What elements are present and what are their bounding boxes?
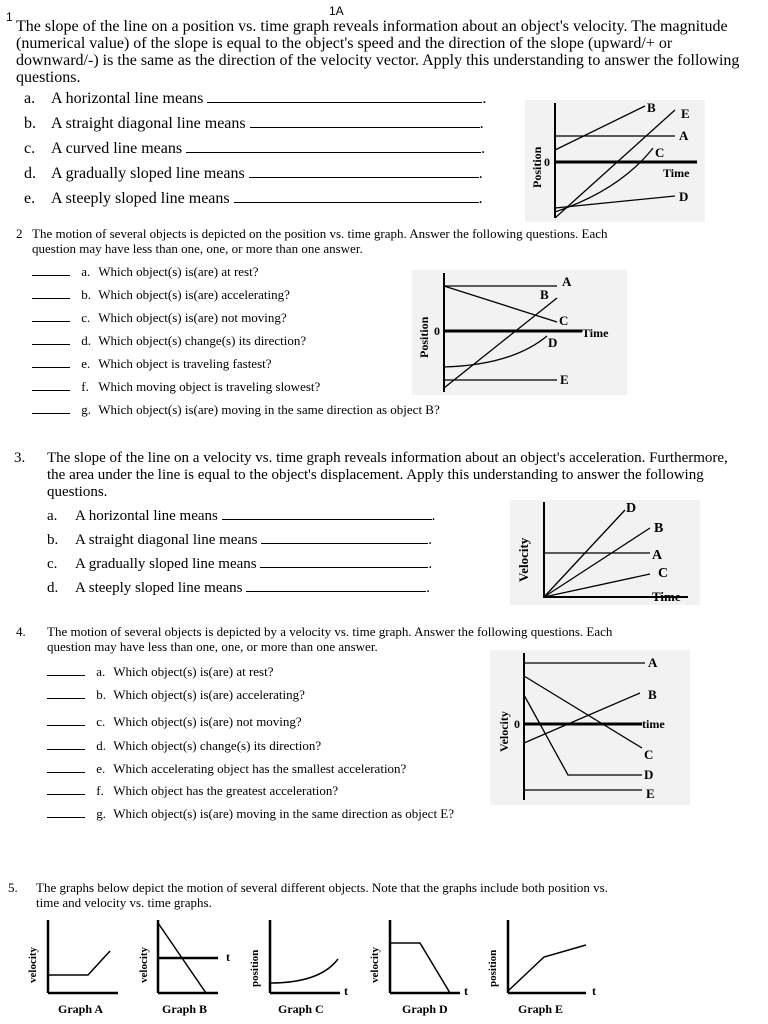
origin-label: 0 xyxy=(544,155,550,169)
label-D: D xyxy=(644,767,654,782)
q1-item-b: b. A straight diagonal line means . xyxy=(24,115,484,132)
label-D: D xyxy=(548,335,558,350)
item-text: Which object(s) is(are) not moving? xyxy=(113,714,302,729)
item-text: Which object(s) change(s) its direction? xyxy=(113,738,322,753)
question-number-5: 5. xyxy=(8,880,18,895)
item-text: Which object(s) is(are) at rest? xyxy=(113,664,274,679)
q4-item-c xyxy=(47,713,302,729)
item-text: A curved line means xyxy=(51,140,183,157)
q1-position-time-graph xyxy=(525,100,705,222)
q2-item-d xyxy=(32,332,306,348)
answer-blank[interactable] xyxy=(47,713,85,726)
graph-b xyxy=(134,915,244,1020)
q4-item-a xyxy=(47,663,274,679)
answer-blank[interactable] xyxy=(207,90,482,103)
item-text: A horizontal line means xyxy=(51,90,204,107)
graph-name: Graph A xyxy=(58,1002,104,1016)
question-number-4: 4. xyxy=(16,624,26,639)
q2-item-a xyxy=(32,263,259,279)
q2-item-e xyxy=(32,355,272,371)
item-letter: c. xyxy=(96,714,106,729)
graph-c xyxy=(244,915,364,1020)
x-axis-label: Time xyxy=(652,589,681,604)
t-label: t xyxy=(226,950,230,964)
item-letter: b. xyxy=(47,532,59,548)
q2-position-time-graph xyxy=(412,270,627,395)
x-axis-label: Time xyxy=(663,166,690,180)
answer-blank[interactable] xyxy=(186,140,481,153)
label-B: B xyxy=(647,100,656,115)
q1-item-d: d. A gradually sloped line means . xyxy=(24,165,483,182)
q2-item-f xyxy=(32,378,320,394)
y-axis-label: velocity xyxy=(138,946,150,983)
answer-blank[interactable] xyxy=(32,332,70,345)
q3-item-c: c. A gradually sloped line means . xyxy=(47,556,433,572)
y-axis-label: position xyxy=(487,949,499,987)
item-letter: g. xyxy=(96,806,106,821)
item-letter: b. xyxy=(96,687,106,702)
item-letter: c. xyxy=(24,140,36,157)
q2-item-b xyxy=(32,286,290,302)
y-axis-label: Velocity xyxy=(516,537,531,582)
item-letter: e. xyxy=(81,356,91,371)
item-text: A steeply sloped line means xyxy=(75,580,243,596)
q4-item-d xyxy=(47,737,321,753)
answer-blank[interactable] xyxy=(47,686,85,699)
q2-item-c xyxy=(32,309,287,325)
item-letter: c. xyxy=(47,556,58,572)
q1-item-c: c. A curved line means . xyxy=(24,140,486,157)
answer-blank[interactable] xyxy=(234,190,479,203)
item-text: A straight diagonal line means xyxy=(51,115,246,132)
item-letter: d. xyxy=(47,580,59,596)
y-axis-label: Position xyxy=(530,146,544,188)
q4-item-e xyxy=(47,760,406,776)
label-C: C xyxy=(644,747,654,762)
graph-name: Graph C xyxy=(278,1002,324,1016)
item-letter: c. xyxy=(81,310,91,325)
item-text: Which object is traveling fastest? xyxy=(98,356,272,371)
item-letter: a. xyxy=(81,264,91,279)
item-letter: b. xyxy=(24,115,36,132)
item-text: A straight diagonal line means xyxy=(75,532,258,548)
t-label: t xyxy=(592,984,596,998)
item-text: Which object(s) is(are) not moving? xyxy=(98,310,287,325)
graph-name: Graph E xyxy=(518,1002,564,1016)
item-text: Which accelerating object has the smallest acceleration? xyxy=(113,761,407,776)
label-A: A xyxy=(648,655,658,670)
label-C: C xyxy=(655,145,665,160)
q3-item-a: a. A horizontal line means . xyxy=(47,508,436,524)
answer-blank[interactable] xyxy=(47,782,85,795)
graph-e xyxy=(482,915,607,1020)
page-label: 1A xyxy=(329,4,344,18)
y-axis-label: Velocity xyxy=(497,711,511,752)
item-letter: g. xyxy=(81,402,91,417)
item-letter: f. xyxy=(96,783,104,798)
t-label: t xyxy=(464,984,468,998)
y-axis-label: velocity xyxy=(27,946,39,983)
label-A: A xyxy=(562,274,572,289)
label-B: B xyxy=(654,521,664,536)
label-C: C xyxy=(559,313,569,328)
graph-name: Graph B xyxy=(162,1002,208,1016)
y-axis-label: Position xyxy=(417,316,431,358)
item-letter: a. xyxy=(96,664,106,679)
label-B: B xyxy=(648,687,657,702)
label-A: A xyxy=(652,548,663,563)
item-letter: d. xyxy=(81,333,91,348)
y-axis-label: velocity xyxy=(369,946,381,983)
label-C: C xyxy=(658,566,669,581)
graph-a xyxy=(22,915,132,1020)
q4-velocity-time-graph xyxy=(490,650,690,805)
label-E: E xyxy=(560,372,569,387)
item-text: Which object(s) is(are) moving in the same direction as object E? xyxy=(113,806,455,821)
q3-item-b: b. A straight diagonal line means . xyxy=(47,532,432,548)
answer-blank[interactable] xyxy=(32,355,70,368)
answer-blank[interactable] xyxy=(222,507,432,520)
item-text: Which object(s) is(are) at rest? xyxy=(98,264,259,279)
item-letter: d. xyxy=(24,165,36,182)
answer-blank[interactable] xyxy=(32,401,70,414)
label-D: D xyxy=(679,189,689,204)
q4-item-g xyxy=(47,805,454,821)
label-D: D xyxy=(626,501,637,516)
graph-d xyxy=(364,915,484,1020)
answer-blank[interactable] xyxy=(261,531,428,544)
item-letter: d. xyxy=(96,738,106,753)
origin-label: 0 xyxy=(434,324,440,338)
item-text: Which object has the greatest acceleration? xyxy=(113,783,339,798)
q3-intro: The slope of the line on a velocity vs. time graph reveals information about an object's acceleration. Furthermore, the area under the line is equal to the object's displacement. Apply this understanding to answer the following questions. xyxy=(47,450,728,500)
item-letter: b. xyxy=(81,287,91,302)
q4-item-b xyxy=(47,686,305,702)
answer-blank[interactable] xyxy=(47,663,85,676)
item-text: Which object(s) is(are) moving in the same direction as object B? xyxy=(98,402,440,417)
label-E: E xyxy=(681,106,690,121)
item-letter: a. xyxy=(47,508,58,524)
graph-name: Graph D xyxy=(402,1002,448,1016)
q3-item-d: d. A steeply sloped line means . xyxy=(47,580,430,596)
graph-line xyxy=(508,945,586,991)
item-letter: e. xyxy=(24,190,36,207)
y-axis-label: position xyxy=(249,949,261,987)
answer-blank[interactable] xyxy=(47,760,85,773)
item-text: Which object(s) is(are) accelerating? xyxy=(98,287,290,302)
item-text: A horizontal line means xyxy=(75,508,218,524)
item-letter: f. xyxy=(81,379,89,394)
question-number-2: 2 xyxy=(16,226,23,241)
question-number-3: 3. xyxy=(14,450,26,466)
item-text: A gradually sloped line means xyxy=(51,165,245,182)
answer-blank[interactable] xyxy=(32,263,70,276)
item-text: Which moving object is traveling slowest? xyxy=(98,379,321,394)
answer-blank[interactable] xyxy=(249,165,479,178)
q1-item-a: a. A horizontal line means . xyxy=(24,90,487,107)
item-text: Which object(s) change(s) its direction? xyxy=(98,333,307,348)
x-axis-label: time xyxy=(642,717,665,731)
answer-blank[interactable] xyxy=(246,579,426,592)
item-letter: a. xyxy=(24,90,36,107)
t-label: t xyxy=(344,984,348,998)
label-A: A xyxy=(679,128,689,143)
q1-intro: The slope of the line on a position vs. time graph reveals information about an object's velocity. The magnitude (numerical value) of the slope is equal to the object's speed and the direction of the slope (upward/+ or downward/-) is the same as the direction of the velocity vector. Apply this understanding to answer the following questions. xyxy=(16,18,740,86)
q2-intro: The motion of several objects is depicted on the position vs. time graph. Answer the following questions. Each question may have less than one, one, or more than one answer. xyxy=(32,226,608,256)
answer-blank[interactable] xyxy=(32,286,70,299)
q1-item-e: e. A steeply sloped line means . xyxy=(24,190,483,207)
answer-blank[interactable] xyxy=(32,309,70,322)
q4-intro: The motion of several objects is depicted by a velocity vs. time graph. Answer the following questions. Each question may have less than one, one, or more than one answer. xyxy=(47,624,613,654)
label-B: B xyxy=(540,287,549,302)
q5-intro: The graphs below depict the motion of several different objects. Note that the graphs include both position vs. time and velocity vs. time graphs. xyxy=(36,880,608,910)
graph-line xyxy=(270,959,338,983)
q4-item-f xyxy=(47,782,338,798)
answer-blank[interactable] xyxy=(260,555,428,568)
answer-blank[interactable] xyxy=(32,378,70,391)
q3-velocity-time-graph xyxy=(510,500,700,605)
origin-label: 0 xyxy=(514,717,520,731)
answer-blank[interactable] xyxy=(250,115,480,128)
graph-line xyxy=(48,951,110,975)
label-E: E xyxy=(646,786,655,801)
item-letter: e. xyxy=(96,761,106,776)
answer-blank[interactable] xyxy=(47,737,85,750)
graph-line xyxy=(390,943,450,993)
question-number-1: 1 xyxy=(6,10,13,24)
q2-item-g xyxy=(32,401,440,417)
item-text: A steeply sloped line means xyxy=(51,190,230,207)
item-text: A gradually sloped line means xyxy=(75,556,257,572)
answer-blank[interactable] xyxy=(47,805,85,818)
item-text: Which object(s) is(are) accelerating? xyxy=(113,687,305,702)
x-axis-label: Time xyxy=(582,326,609,340)
